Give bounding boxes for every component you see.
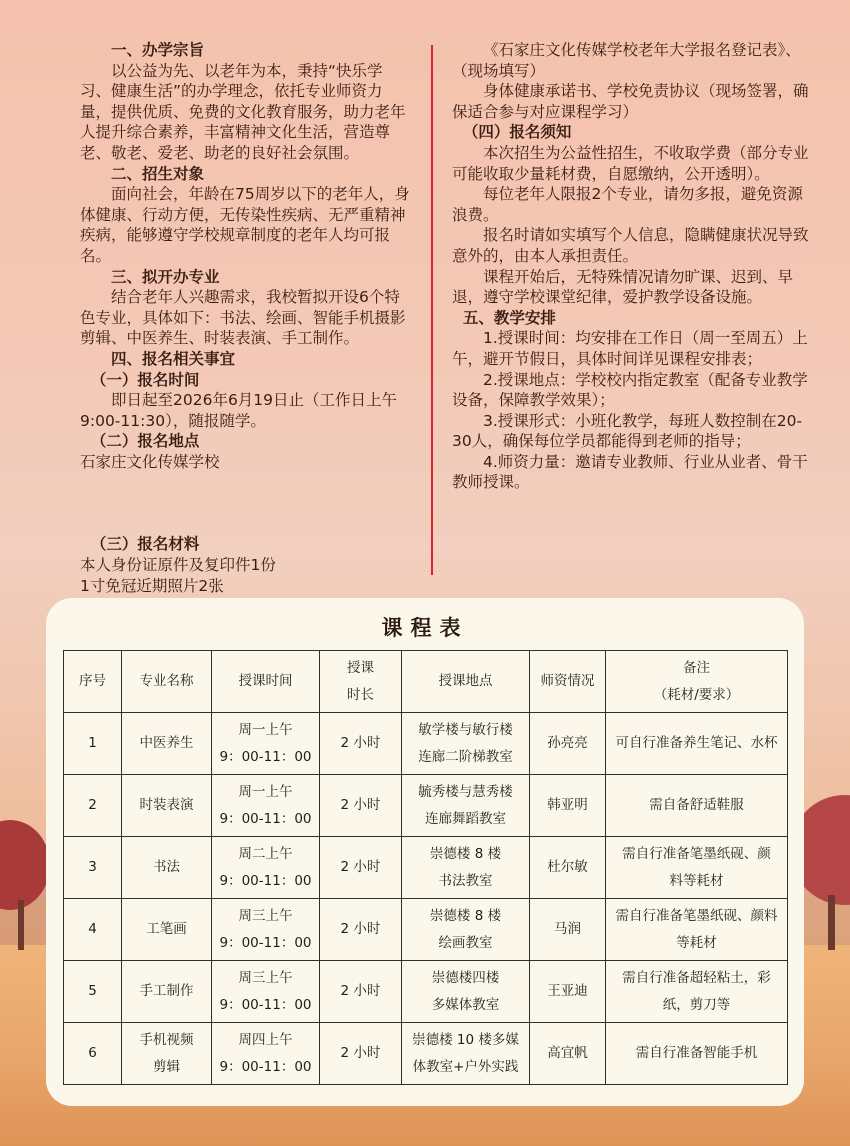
text-line: 石家庄文化传媒学校 xyxy=(80,452,220,471)
table-row xyxy=(64,713,788,775)
table-cell: 手工制作 xyxy=(122,961,212,1023)
table-cell: 3 xyxy=(64,837,122,899)
column-header: 专业名称 xyxy=(122,651,212,713)
table-cell: 工笔画 xyxy=(122,899,212,961)
table-cell: 2 小时 xyxy=(320,1023,402,1085)
column-header: 授课地点 xyxy=(402,651,530,713)
paragraph: 课程开始后，无特殊情况请勿旷课、迟到、早退，遵守学校课堂纪律，爱护教学设备设施。 xyxy=(452,267,794,307)
paragraph: 面向社会，年龄在75周岁以下的老年人，身体健康、行动方便，无传染性疾病、无严重精神疾病，能够遵守学校规章制度的老年人均可报名。 xyxy=(80,185,410,265)
subsection-heading: （三）报名材料 xyxy=(90,535,200,554)
table-cell: 崇德楼 10 楼多媒 体教室+户外实践 xyxy=(402,1023,530,1085)
table-cell: 韩亚明 xyxy=(530,775,606,837)
table-cell: 可自行准备养生笔记、水杯 xyxy=(606,713,788,775)
left-text-column xyxy=(80,40,410,596)
table-row xyxy=(64,775,788,837)
paragraph: 报名时请如实填写个人信息，隐瞒健康状况导致意外的，由本人承担责任。 xyxy=(452,226,809,265)
table-cell: 周三上午 9：00-11：00 xyxy=(212,961,320,1023)
column-header: 师资情况 xyxy=(530,651,606,713)
table-cell: 需自备舒适鞋服 xyxy=(606,775,788,837)
table-cell: 1 xyxy=(64,713,122,775)
subsection-heading: （一）报名时间 xyxy=(90,370,200,389)
table-cell: 2 小时 xyxy=(320,837,402,899)
paragraph: 以公益为先、以老年为本，秉持“快乐学习、健康生活”的办学理念，依托专业师资力量，提供优质、免费的文化教育服务，助力老年人提升综合素养，丰富精神文化生活，营造尊老、敬老、爱老、助老的良好社会氛围。 xyxy=(80,61,406,162)
spacer xyxy=(80,472,410,534)
table-cell: 中医养生 xyxy=(122,713,212,775)
table-cell: 周三上午 9：00-11：00 xyxy=(212,899,320,961)
paragraph: 每位老年人限报2个专业，请勿多报，避免资源浪费。 xyxy=(452,185,803,224)
table-cell: 2 小时 xyxy=(320,899,402,961)
column-header: 序号 xyxy=(64,651,122,713)
table-cell: 周四上午 9：00-11：00 xyxy=(212,1023,320,1085)
table-cell: 孙亮亮 xyxy=(530,713,606,775)
table-cell: 手机视频 剪辑 xyxy=(122,1023,212,1085)
table-cell: 杜尔敏 xyxy=(530,837,606,899)
table-row xyxy=(64,899,788,961)
section-heading: 四、报名相关事宜 xyxy=(111,349,236,368)
table-cell: 5 xyxy=(64,961,122,1023)
right-text-column xyxy=(452,40,812,493)
subsection-heading: 五、教学安排 xyxy=(462,308,556,327)
column-header: 授课时间 xyxy=(212,651,320,713)
text-line: 1寸免冠近期照片2张 xyxy=(80,576,224,595)
table-cell: 周二上午 9：00-11：00 xyxy=(212,837,320,899)
table-cell: 敏学楼与敏行楼 连廊二阶梯教室 xyxy=(402,713,530,775)
table-cell: 马润 xyxy=(530,899,606,961)
table-row xyxy=(64,837,788,899)
schedule-table xyxy=(63,650,788,1085)
table-cell: 2 小时 xyxy=(320,775,402,837)
table-cell: 周一上午 9：00-11：00 xyxy=(212,713,320,775)
background-tree xyxy=(0,820,50,950)
table-cell: 高宜帆 xyxy=(530,1023,606,1085)
schedule-card xyxy=(46,598,804,1106)
table-cell: 需自行准备超轻粘土，彩 纸，剪刀等 xyxy=(606,961,788,1023)
column-header: 授课 时长 xyxy=(320,651,402,713)
table-cell: 需自行准备智能手机 xyxy=(606,1023,788,1085)
table-cell: 周一上午 9：00-11：00 xyxy=(212,775,320,837)
section-heading: 一、办学宗旨 xyxy=(111,41,205,59)
paragraph: 本次招生为公益性招生，不收取学费（部分专业可能收取少量耗材费，自愿缴纳，公开透明）。 xyxy=(452,143,809,183)
table-row xyxy=(64,961,788,1023)
schedule-title: 课程表 xyxy=(381,616,469,640)
table-cell: 崇德楼 8 楼 绘画教室 xyxy=(402,899,530,961)
section-heading: 二、招生对象 xyxy=(111,164,205,183)
paragraph: 3.授课形式：小班化教学，每班人数控制在20-30人，确保每位学员都能得到老师的指导； xyxy=(452,411,803,451)
table-header-row xyxy=(64,651,788,713)
paragraph: 即日起至2026年6月19日止（工作日上午9:00-11:30），随报随学。 xyxy=(80,391,398,430)
table-cell: 需自行准备笔墨纸砚、颜料 等耗材 xyxy=(606,899,788,961)
section-heading: 三、拟开办专业 xyxy=(111,267,220,286)
subsection-heading: （二）报名地点 xyxy=(90,432,200,451)
paragraph: 《石家庄文化传媒学校老年大学报名登记表》、（现场填写） xyxy=(452,41,801,80)
table-cell: 2 xyxy=(64,775,122,837)
column-header: 备注 （耗材/要求） xyxy=(606,651,788,713)
table-cell: 6 xyxy=(64,1023,122,1085)
column-divider xyxy=(431,45,433,575)
paragraph: 2.授课地点：学校校内指定教室（配备专业教学设备，保障教学效果）； xyxy=(452,370,808,410)
paragraph: 结合老年人兴趣需求，我校暂拟开设6个特色专业，具体如下：书法、绘画、智能手机摄影剪辑、中医养生、时装表演、手工制作。 xyxy=(80,288,406,348)
paragraph: 身体健康承诺书、学校免责协议（现场签署，确保适合参与对应课程学习） xyxy=(452,82,809,121)
text-line: 本人身份证原件及复印件1份 xyxy=(80,556,276,575)
table-cell: 崇德楼 8 楼 书法教室 xyxy=(402,837,530,899)
table-cell: 需自行准备笔墨纸砚、颜 料等耗材 xyxy=(606,837,788,899)
table-cell: 4 xyxy=(64,899,122,961)
paragraph: 4.师资力量：邀请专业教师、行业从业者、骨干教师授课。 xyxy=(452,452,808,492)
table-row xyxy=(64,1023,788,1085)
table-cell: 崇德楼四楼 多媒体教室 xyxy=(402,961,530,1023)
table-cell: 时装表演 xyxy=(122,775,212,837)
paragraph: 1.授课时间：均安排在工作日（周一至周五）上午，避开节假日，具体时间详见课程安排表； xyxy=(452,329,808,368)
table-cell: 书法 xyxy=(122,837,212,899)
table-cell: 2 小时 xyxy=(320,713,402,775)
subsection-heading: （四）报名须知 xyxy=(462,123,572,142)
table-cell: 王亚迪 xyxy=(530,961,606,1023)
table-cell: 2 小时 xyxy=(320,961,402,1023)
table-cell: 毓秀楼与慧秀楼 连廊舞蹈教室 xyxy=(402,775,530,837)
